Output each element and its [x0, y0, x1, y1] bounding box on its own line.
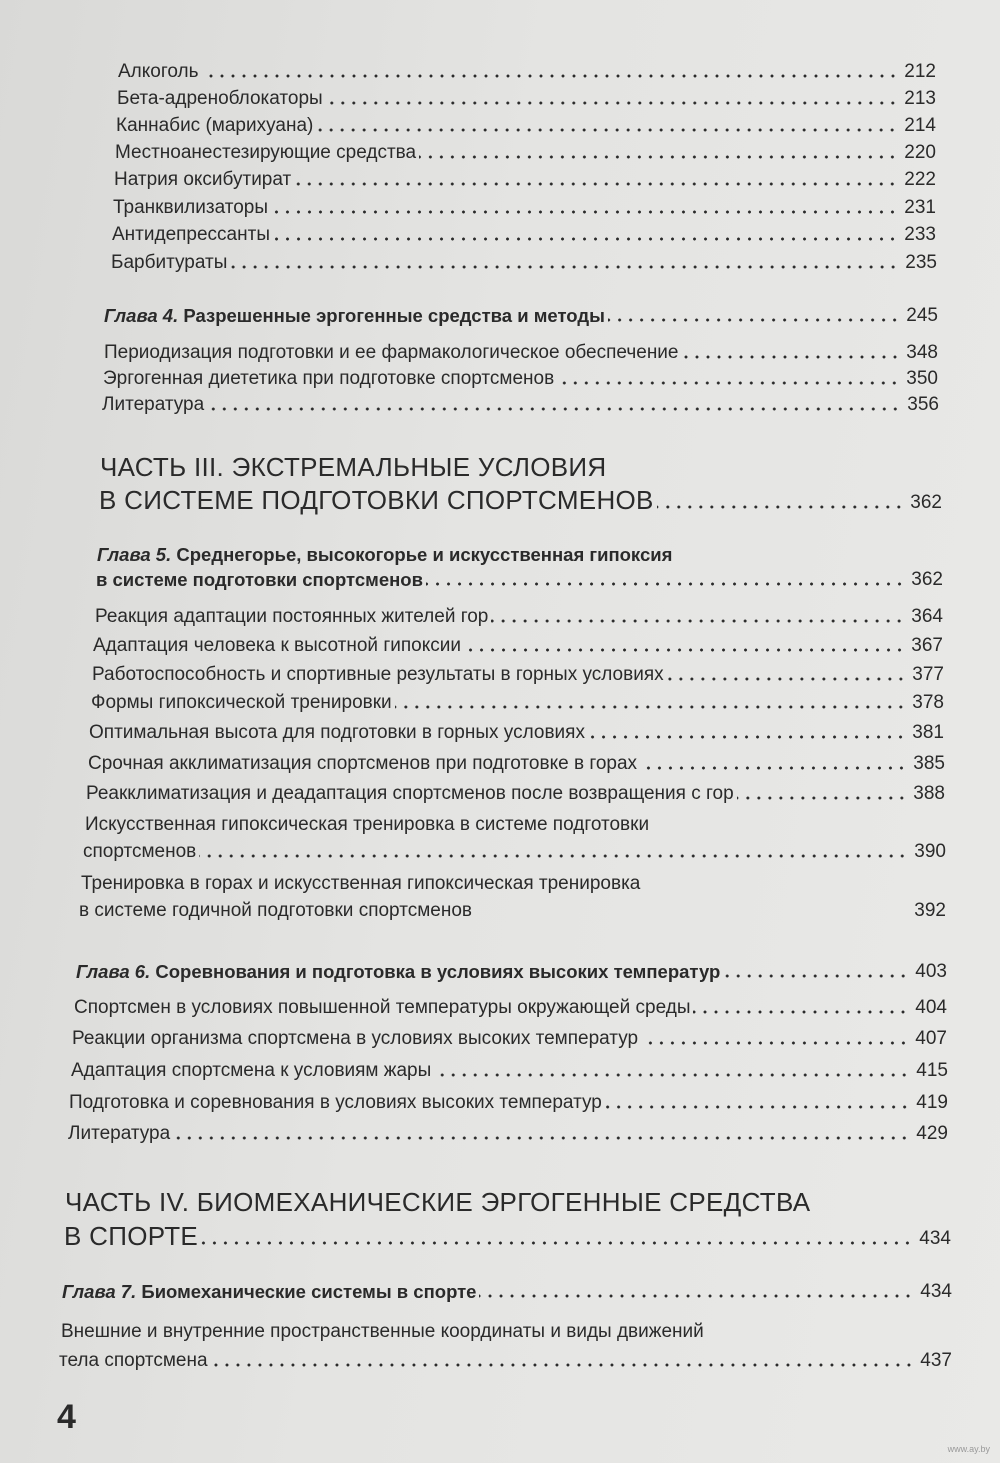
toc-entry-page: 362 — [911, 569, 943, 590]
leader-dots — [682, 355, 901, 359]
leader-dots — [723, 974, 909, 978]
toc-entry-page: 429 — [916, 1123, 948, 1144]
chapter-label: Глава 4. — [104, 305, 179, 326]
toc-entry-title: Периодизация подготовки и ее фармакологическое обеспечение — [104, 342, 679, 363]
leader-dots — [271, 210, 898, 214]
leader-dots — [434, 1073, 910, 1077]
leader-dots — [326, 101, 898, 105]
leader-dots — [316, 128, 898, 132]
leader-dots — [294, 182, 898, 186]
leader-dots — [230, 265, 899, 269]
part-title-line2: В СПОРТЕ — [64, 1221, 199, 1251]
toc-entry-title: Реакклиматизация и деадаптация спортсменов после возвращения с гор — [86, 783, 734, 804]
chapter-label: Глава 5. — [97, 544, 172, 565]
toc-entry-title: Алкоголь — [118, 61, 199, 82]
toc-entry-page: 235 — [905, 252, 937, 273]
toc-entry-title: Спортсмен в условиях повышенной температуры окружающей среды — [74, 997, 691, 1018]
chapter-title: Среднегорье, высокогорье и искусственная гипоксия — [176, 544, 673, 565]
leader-dots — [211, 1363, 914, 1367]
toc-entry-page: 350 — [906, 368, 938, 389]
page-number: 4 — [57, 1398, 76, 1436]
toc-entry — [118, 60, 936, 84]
toc-entry-page: 212 — [904, 61, 936, 82]
toc-entry-title: Эргогенная диететика при подготовке спортсменов — [103, 368, 555, 389]
part-title: ЧАСТЬ III. ЭКСТРЕМАЛЬНЫЕ УСЛОВИЯ — [100, 452, 607, 482]
toc-entry — [69, 1091, 948, 1115]
toc-chapter — [62, 1280, 952, 1304]
toc-entry — [104, 341, 938, 365]
toc-entry — [117, 87, 936, 111]
leader-dots — [667, 677, 906, 681]
toc-entry — [116, 114, 936, 138]
toc-entry-title: Срочная акклиматизация спортсменов при подготовке в горах — [88, 753, 638, 774]
toc-entry-title-line2: спортсменов — [83, 841, 197, 862]
toc-entry-page: 390 — [914, 841, 946, 862]
toc-entry — [83, 840, 946, 864]
toc-entry-page: 381 — [912, 722, 944, 743]
toc-entry — [92, 663, 944, 687]
toc-entry-title: Местноанестезирующие средства — [115, 142, 417, 163]
toc-chapter-cont — [96, 568, 943, 592]
toc-entry-page: 214 — [904, 115, 936, 136]
toc-entry-page: 434 — [920, 1281, 952, 1302]
toc-entry-page: 367 — [911, 635, 943, 656]
toc-entry — [95, 605, 943, 629]
leader-dots — [173, 1136, 910, 1140]
leader-dots — [557, 381, 900, 385]
toc-entry — [59, 1349, 952, 1373]
toc-entry — [86, 782, 945, 806]
toc-entry-page: 388 — [913, 783, 945, 804]
leader-dots — [608, 318, 900, 322]
leader-dots — [201, 1241, 913, 1245]
toc-entry-page: 220 — [904, 142, 936, 163]
leader-dots — [202, 74, 899, 78]
leader-dots — [588, 735, 906, 739]
toc-chapter — [97, 543, 672, 567]
toc-entry-page: 407 — [915, 1028, 947, 1049]
toc-entry-title-line2: в системе годичной подготовки спортсменов — [79, 900, 472, 921]
toc-entry — [102, 393, 939, 417]
leader-dots — [491, 619, 905, 623]
toc-entry-page: 385 — [913, 753, 945, 774]
toc-entry-title: Адаптация спортсмена к условиям жары — [71, 1060, 432, 1081]
leader-dots — [475, 913, 908, 917]
toc-entry — [72, 1027, 947, 1051]
leader-dots — [395, 705, 906, 709]
toc-entry-page: 213 — [904, 88, 936, 109]
toc-entry-title: Работоспособность и спортивные результаты в горных условиях — [92, 664, 664, 685]
toc-entry-title: Бета-адреноблокаторы — [117, 88, 323, 109]
toc-entry-page: 415 — [916, 1060, 948, 1081]
toc-entry-title: Формы гипоксической тренировки — [91, 692, 392, 713]
leader-dots — [419, 155, 898, 159]
toc-entry-page: 348 — [906, 342, 938, 363]
toc-entry-title: Искусственная гипоксическая тренировка в системе подготовки — [85, 814, 650, 835]
leader-dots — [464, 648, 905, 652]
chapter-title-line2: в системе подготовки спортсменов — [96, 569, 423, 590]
leader-dots — [605, 1105, 910, 1109]
chapter-label: Глава 7. — [62, 1281, 137, 1302]
watermark: www.ay.by — [947, 1444, 990, 1454]
toc-entry-title: Транквилизаторы — [113, 197, 269, 218]
toc-entry — [103, 367, 938, 391]
leader-dots — [273, 237, 898, 241]
chapter-title: Биомеханические системы в спорте — [141, 1281, 477, 1302]
chapter-title: Соревнования и подготовка в условиях высоких температур — [155, 961, 721, 982]
toc-entry-title: Тренировка в горах и искусственная гипоксическая тренировка — [81, 873, 641, 894]
toc-entry-title: Литература — [68, 1123, 171, 1144]
toc-entry — [74, 996, 947, 1020]
part-title-line2: В СИСТЕМЕ ПОДГОТОВКИ СПОРТСМЕНОВ — [99, 485, 654, 515]
toc-entry-title: Антидепрессанты — [112, 224, 270, 245]
toc-entry-title: Барбитураты — [111, 252, 228, 273]
toc-entry — [88, 752, 945, 776]
leader-dots — [199, 854, 908, 858]
toc-entry — [71, 1059, 948, 1083]
leader-dots — [426, 582, 905, 586]
toc-entry-title: Подготовка и соревнования в условиях высоких температур — [69, 1092, 602, 1113]
toc-entry-page: 231 — [904, 197, 936, 218]
toc-entry-title-line2: тела спортсмена — [59, 1350, 208, 1371]
toc-entry — [111, 251, 937, 275]
toc-entry — [79, 899, 946, 923]
toc-entry — [89, 721, 944, 745]
toc-entry-title: Каннабис (марихуана) — [116, 115, 314, 136]
leader-dots — [737, 796, 907, 800]
leader-dots — [640, 766, 907, 770]
leader-dots — [657, 505, 904, 509]
toc-entry-page: 392 — [914, 900, 946, 921]
toc-entry-title: Натрия оксибутират — [114, 169, 292, 190]
toc-entry — [115, 141, 936, 165]
toc-chapter — [104, 304, 938, 328]
toc-entry-page: 419 — [916, 1092, 948, 1113]
toc-entry — [112, 223, 936, 247]
toc-entry-page: 378 — [912, 692, 944, 713]
toc-entry-page: 377 — [912, 664, 944, 685]
chapter-label: Глава 6. — [76, 961, 151, 982]
leader-dots — [693, 1010, 909, 1014]
leader-dots — [641, 1041, 909, 1045]
toc-entry — [113, 196, 936, 220]
leader-dots — [479, 1294, 914, 1298]
toc-entry-title: Оптимальная высота для подготовки в горных условиях — [89, 722, 585, 743]
toc-entry-page: 403 — [915, 961, 947, 982]
toc-entry-title: Адаптация человека к высотной гипоксии — [93, 635, 461, 656]
toc-entry-page: 434 — [919, 1228, 951, 1249]
toc-entry-title: Реакции организма спортсмена в условиях высоких температур — [72, 1028, 639, 1049]
toc-chapter — [76, 960, 947, 984]
toc-entry-page: 233 — [904, 224, 936, 245]
toc-part — [99, 485, 942, 515]
toc-entry-page: 364 — [911, 606, 943, 627]
chapter-title: Разрешенные эргогенные средства и методы — [183, 305, 605, 326]
toc-entry-title: Литература — [102, 394, 205, 415]
toc-entry-page: 362 — [910, 492, 942, 513]
toc-part — [64, 1221, 951, 1251]
toc-entry — [68, 1122, 948, 1146]
toc-entry-page: 245 — [906, 305, 938, 326]
toc-entry-page: 356 — [907, 394, 939, 415]
toc-entry — [114, 168, 936, 192]
toc-entry-page: 222 — [904, 169, 936, 190]
toc-entry-page: 437 — [920, 1350, 952, 1371]
toc-entry-title: Внешние и внутренние пространственные координаты и виды движений — [61, 1321, 704, 1342]
toc-entry — [91, 691, 944, 715]
toc-entry-page: 404 — [915, 997, 947, 1018]
toc-entry-title: Реакция адаптации постоянных жителей гор — [95, 606, 489, 627]
leader-dots — [207, 407, 901, 411]
part-title: ЧАСТЬ IV. БИОМЕХАНИЧЕСКИЕ ЭРГОГЕННЫЕ СРЕДСТВА — [65, 1187, 811, 1217]
toc-entry — [93, 634, 943, 658]
